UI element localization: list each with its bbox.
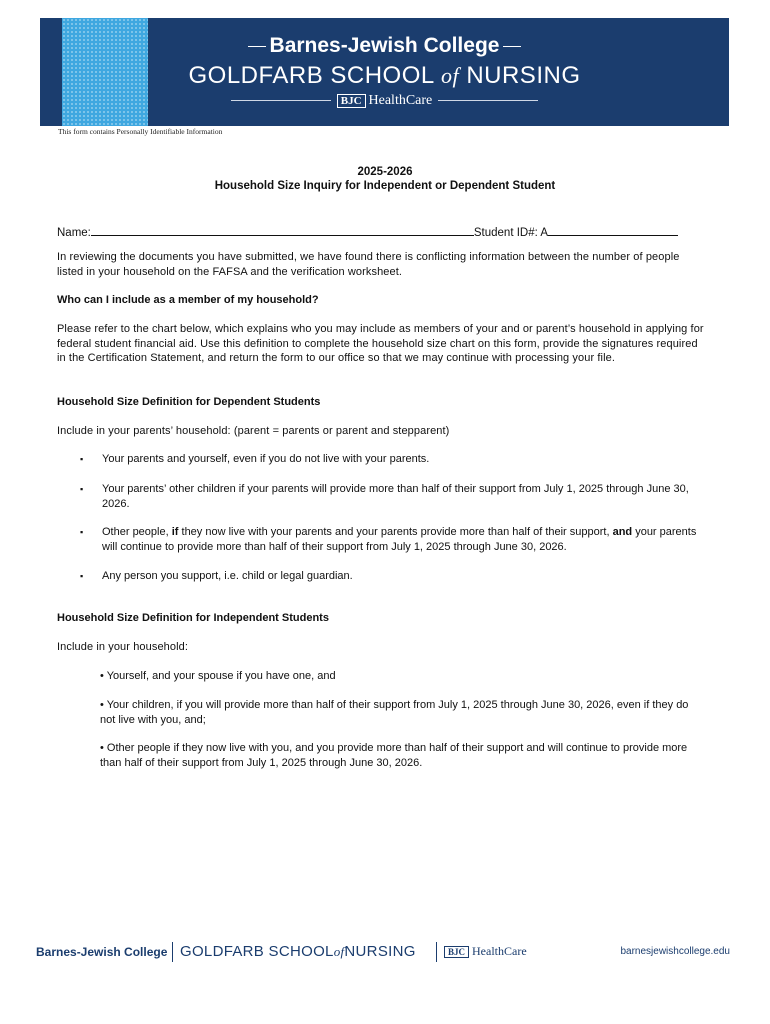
banner-bjc-logo: BJC HealthCare xyxy=(40,93,729,109)
dependent-item-2: Your parents’ other children if your parents will provide more than half of their support from July 1, 2025 through June 30, 2026. xyxy=(102,483,689,510)
dependent-include: Include in your parents’ household: (parent = parents or parent and stepparent) xyxy=(57,425,450,437)
banner-school-name: GOLDFARB SCHOOL of NURSING xyxy=(188,62,581,89)
student-id-label: Student ID#: A xyxy=(473,227,549,239)
dependent-item-3: Other people, if they now live with your parents and your parents provide more than half of their support, and your parents will continue to provide more than half of their support from July 1, 2025 through June 30, 2026. xyxy=(102,526,697,553)
independent-item-2: • Your children, if you will provide more than half of their support from July 1, 2025 through June 30, 2026, even if they do not live with you, and; xyxy=(100,699,689,726)
footer-school: GOLDFARB SCHOOLofNURSING xyxy=(180,943,416,960)
footer-college: Barnes-Jewish College xyxy=(36,945,168,959)
name-id-row xyxy=(57,224,702,239)
bjc-logo-icon: BJC xyxy=(337,94,366,108)
dependent-heading: Household Size Definition for Dependent Students xyxy=(57,396,321,408)
footer-divider xyxy=(172,942,173,962)
independent-heading: Household Size Definition for Independent Students xyxy=(57,612,329,624)
form-title: Household Size Inquiry for Independent or Dependent Student xyxy=(214,180,556,192)
intro-paragraph: In reviewing the documents you have submitted, we have found there is conflicting information between the number of people listed in your household on the FAFSA and the verification worksheet. xyxy=(57,251,680,278)
independent-item-1: • Yourself, and your spouse if you have one, and xyxy=(100,670,336,682)
footer-website[interactable]: barnesjewishcollege.edu xyxy=(620,946,730,957)
name-field[interactable] xyxy=(91,224,474,236)
form-year: 2025-2026 xyxy=(357,166,413,178)
bullet-icon: ▪ xyxy=(80,571,84,581)
footer xyxy=(36,942,736,962)
header-banner xyxy=(40,18,729,126)
independent-item-3: • Other people if they now live with you, and you provide more than half of their support and will continue to provide more than half of their support from July 1, 2025 through June 30, 2026. xyxy=(100,742,688,769)
dependent-item-4: Any person you support, i.e. child or legal guardian. xyxy=(102,570,353,582)
household-question: Who can I include as a member of my household? xyxy=(57,294,319,306)
bjc-logo-icon: BJC xyxy=(444,946,469,958)
bullet-icon: ▪ xyxy=(80,454,84,464)
pii-note: This form contains Personally Identifiable Information xyxy=(58,127,223,136)
footer-divider xyxy=(436,942,437,962)
bullet-icon: ▪ xyxy=(80,484,84,494)
banner-college-name: Barnes-Jewish College xyxy=(40,34,729,58)
student-id-field[interactable] xyxy=(548,224,678,236)
bullet-icon: ▪ xyxy=(80,527,84,537)
independent-include: Include in your household: xyxy=(57,641,189,653)
name-label: Name: xyxy=(57,227,91,239)
footer-bjc: BJC HealthCare xyxy=(444,944,527,959)
dependent-item-1: Your parents and yourself, even if you do not live with your parents. xyxy=(102,453,430,465)
instructions-paragraph: Please refer to the chart below, which explains who you may include as members of your and or parent’s household in applying for federal student financial aid. Use this definition to complete the household size chart on this form, provide the signatures required in the Certification Statement, and return the form to our office so that we may continue with processing your file. xyxy=(57,323,704,364)
